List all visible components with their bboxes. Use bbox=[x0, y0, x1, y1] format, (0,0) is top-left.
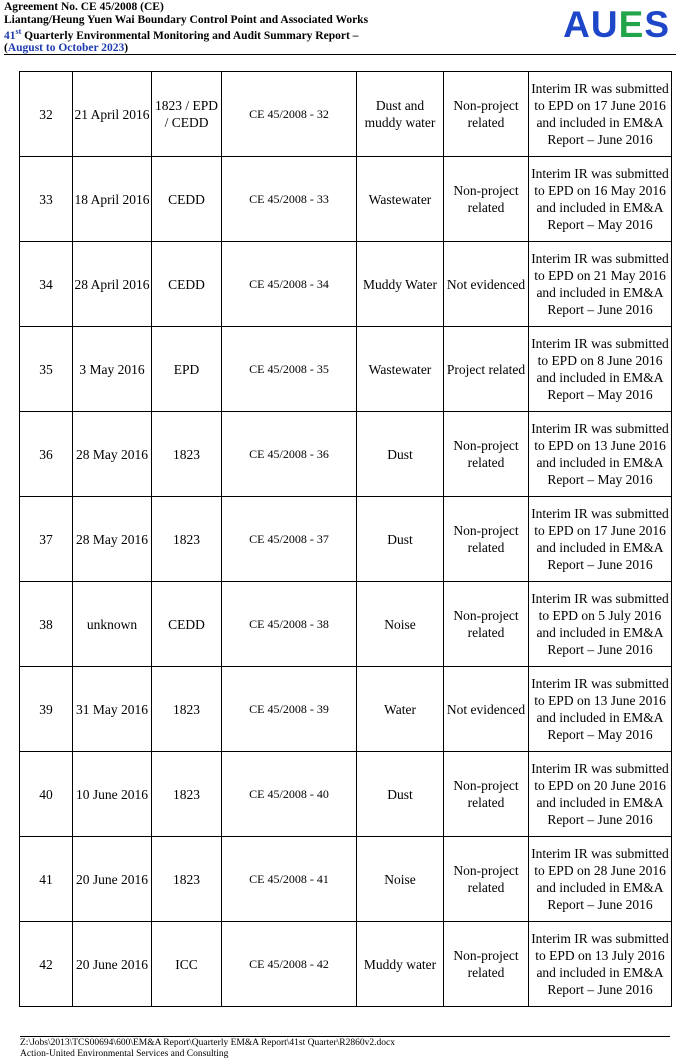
complaint-nature-cell: Dust and muddy water bbox=[357, 72, 444, 157]
remarks-cell: Interim IR was submitted to EPD on 21 May 2016 and included in EM&A Report – June 2016 bbox=[529, 242, 672, 327]
complaint-status-cell: Non-project related bbox=[444, 72, 529, 157]
complaint-date-cell: 18 April 2016 bbox=[73, 157, 152, 242]
received-from-cell: CEDD bbox=[152, 242, 222, 327]
complaint-nature-cell: Noise bbox=[357, 582, 444, 667]
table-row bbox=[20, 72, 672, 157]
complaint-reference-cell: CE 45/2008 - 35 bbox=[222, 327, 357, 412]
complaint-reference-cell: CE 45/2008 - 32 bbox=[222, 72, 357, 157]
complaint-number-cell: 39 bbox=[20, 667, 73, 752]
complaint-number-cell: 33 bbox=[20, 157, 73, 242]
complaint-reference-cell: CE 45/2008 - 41 bbox=[222, 837, 357, 922]
remarks-cell: Interim IR was submitted to EPD on 17 June 2016 and included in EM&A Report – June 2016 bbox=[529, 72, 672, 157]
complaint-date-cell: 28 April 2016 bbox=[73, 242, 152, 327]
complaint-nature-cell: Dust bbox=[357, 412, 444, 497]
complaint-reference-cell: CE 45/2008 - 42 bbox=[222, 922, 357, 1007]
complaint-nature-cell: Wastewater bbox=[357, 157, 444, 242]
complaint-status-cell: Not evidenced bbox=[444, 242, 529, 327]
quarter-suffix: st bbox=[15, 27, 22, 36]
remarks-cell: Interim IR was submitted to EPD on 13 June 2016 and included in EM&A Report – May 2016 bbox=[529, 667, 672, 752]
complaint-status-cell: Non-project related bbox=[444, 157, 529, 242]
table-row bbox=[20, 582, 672, 667]
complaint-number-cell: 38 bbox=[20, 582, 73, 667]
received-from-cell: EPD bbox=[152, 327, 222, 412]
received-from-cell: 1823 / EPD / CEDD bbox=[152, 72, 222, 157]
table-row bbox=[20, 327, 672, 412]
complaint-status-cell: Non-project related bbox=[444, 412, 529, 497]
complaint-number-cell: 37 bbox=[20, 497, 73, 582]
table-row bbox=[20, 157, 672, 242]
table-row bbox=[20, 497, 672, 582]
table-row bbox=[20, 242, 672, 327]
complaint-number-cell: 42 bbox=[20, 922, 73, 1007]
received-from-cell: CEDD bbox=[152, 582, 222, 667]
footer-divider bbox=[20, 1036, 670, 1037]
complaint-date-cell: 28 May 2016 bbox=[73, 412, 152, 497]
remarks-cell: Interim IR was submitted to EPD on 16 May 2016 and included in EM&A Report – May 2016 bbox=[529, 157, 672, 242]
report-title-text: Quarterly Environmental Monitoring and Audit Summary Report – bbox=[21, 29, 359, 42]
project-title: Liantang/Heung Yuen Wai Boundary Control Point and Associated Works bbox=[4, 13, 369, 26]
complaint-reference-cell: CE 45/2008 - 39 bbox=[222, 667, 357, 752]
complaint-date-cell: unknown bbox=[73, 582, 152, 667]
received-from-cell: 1823 bbox=[152, 837, 222, 922]
logo-part-e: E bbox=[618, 4, 645, 45]
remarks-cell: Interim IR was submitted to EPD on 20 June 2016 and included in EM&A Report – June 2016 bbox=[529, 752, 672, 837]
received-from-cell: ICC bbox=[152, 922, 222, 1007]
complaint-status-cell: Non-project related bbox=[444, 582, 529, 667]
table-row bbox=[20, 752, 672, 837]
quarter-number: 41 bbox=[4, 29, 16, 42]
remarks-cell: Interim IR was submitted to EPD on 28 June 2016 and included in EM&A Report – June 2016 bbox=[529, 837, 672, 922]
received-from-cell: CEDD bbox=[152, 157, 222, 242]
complaint-status-cell: Non-project related bbox=[444, 497, 529, 582]
table-row bbox=[20, 922, 672, 1007]
complaint-table-body bbox=[20, 72, 672, 1007]
period-text: August to October 2023 bbox=[7, 42, 125, 55]
complaint-reference-cell: CE 45/2008 - 40 bbox=[222, 752, 357, 837]
complaint-nature-cell: Muddy water bbox=[357, 922, 444, 1007]
complaint-date-cell: 3 May 2016 bbox=[73, 327, 152, 412]
complaint-reference-cell: CE 45/2008 - 33 bbox=[222, 157, 357, 242]
complaint-number-cell: 32 bbox=[20, 72, 73, 157]
company-name: Action-United Environmental Services and Consulting bbox=[20, 1049, 229, 1059]
complaint-date-cell: 28 May 2016 bbox=[73, 497, 152, 582]
page-header bbox=[4, 1, 676, 55]
complaint-status-cell: Non-project related bbox=[444, 922, 529, 1007]
remarks-cell: Interim IR was submitted to EPD on 5 July 2016 and included in EM&A Report – June 2016 bbox=[529, 582, 672, 667]
complaint-number-cell: 36 bbox=[20, 412, 73, 497]
complaint-status-cell: Non-project related bbox=[444, 752, 529, 837]
logo-part-s: S bbox=[644, 4, 670, 45]
remarks-cell: Interim IR was submitted to EPD on 13 July 2016 and included in EM&A Report – June 2016 bbox=[529, 922, 672, 1007]
remarks-cell: Interim IR was submitted to EPD on 8 June 2016 and included in EM&A Report – May 2016 bbox=[529, 327, 672, 412]
received-from-cell: 1823 bbox=[152, 667, 222, 752]
period-close: ) bbox=[124, 42, 129, 55]
complaint-reference-cell: CE 45/2008 - 36 bbox=[222, 412, 357, 497]
complaint-number-cell: 34 bbox=[20, 242, 73, 327]
received-from-cell: 1823 bbox=[152, 412, 222, 497]
complaint-date-cell: 20 June 2016 bbox=[73, 922, 152, 1007]
complaint-status-cell: Non-project related bbox=[444, 837, 529, 922]
received-from-cell: 1823 bbox=[152, 752, 222, 837]
complaint-number-cell: 41 bbox=[20, 837, 73, 922]
table-row bbox=[20, 837, 672, 922]
aues-logo bbox=[563, 5, 670, 45]
complaint-nature-cell: Dust bbox=[357, 497, 444, 582]
complaint-nature-cell: Water bbox=[357, 667, 444, 752]
complaint-reference-cell: CE 45/2008 - 37 bbox=[222, 497, 357, 582]
file-path: Z:\Jobs\2013\TCS00694\600\EM&A Report\Quarterly EM&A Report\41st Quarter\R2860v2.docx bbox=[20, 1038, 395, 1048]
agreement-number: Agreement No. CE 45/2008 (CE) bbox=[4, 1, 164, 13]
header-divider bbox=[4, 54, 676, 55]
complaint-number-cell: 35 bbox=[20, 327, 73, 412]
complaint-reference-cell: CE 45/2008 - 38 bbox=[222, 582, 357, 667]
complaint-date-cell: 21 April 2016 bbox=[73, 72, 152, 157]
complaint-reference-cell: CE 45/2008 - 34 bbox=[222, 242, 357, 327]
complaint-status-cell: Not evidenced bbox=[444, 667, 529, 752]
complaint-date-cell: 10 June 2016 bbox=[73, 752, 152, 837]
complaint-nature-cell: Wastewater bbox=[357, 327, 444, 412]
page-footer bbox=[20, 1038, 395, 1060]
complaint-number-cell: 40 bbox=[20, 752, 73, 837]
remarks-cell: Interim IR was submitted to EPD on 17 June 2016 and included in EM&A Report – June 2016 bbox=[529, 497, 672, 582]
complaint-nature-cell: Dust bbox=[357, 752, 444, 837]
remarks-cell: Interim IR was submitted to EPD on 13 June 2016 and included in EM&A Report – May 2016 bbox=[529, 412, 672, 497]
complaint-date-cell: 20 June 2016 bbox=[73, 837, 152, 922]
table-row bbox=[20, 412, 672, 497]
complaint-table bbox=[19, 71, 672, 1007]
period-open: ( bbox=[4, 42, 8, 55]
complaint-date-cell: 31 May 2016 bbox=[73, 667, 152, 752]
logo-part-au: AU bbox=[563, 4, 619, 45]
complaint-nature-cell: Muddy Water bbox=[357, 242, 444, 327]
table-row bbox=[20, 667, 672, 752]
received-from-cell: 1823 bbox=[152, 497, 222, 582]
complaint-nature-cell: Noise bbox=[357, 837, 444, 922]
complaint-status-cell: Project related bbox=[444, 327, 529, 412]
